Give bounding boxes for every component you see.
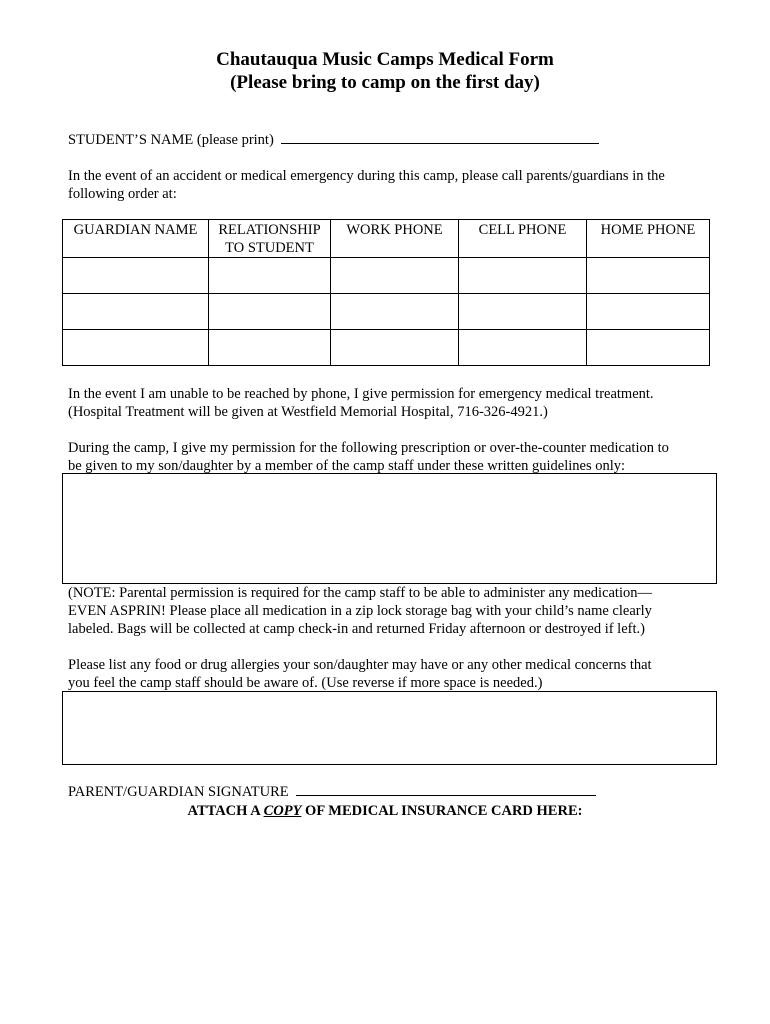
signature-field[interactable]	[296, 782, 596, 796]
student-name-row	[68, 130, 599, 149]
work-phone-cell[interactable]	[331, 330, 459, 366]
form-subtitle: (Please bring to camp on the first day)	[230, 72, 540, 93]
permission-line2: (Hospital Treatment will be given at Westfield Memorial Hospital, 716-326-4921.)	[68, 404, 548, 420]
relationship-cell[interactable]	[209, 258, 331, 294]
work-phone-cell[interactable]	[331, 294, 459, 330]
permission-line1: In the event I am unable to be reached by phone, I give permission for emergency medical treatment.	[68, 386, 654, 402]
work-phone-cell[interactable]	[331, 258, 459, 294]
guardian-name-cell[interactable]	[63, 294, 209, 330]
header-work-phone: WORK PHONE	[331, 220, 459, 258]
guardian-name-cell[interactable]	[63, 330, 209, 366]
emergency-intro-line2: following order at:	[68, 186, 177, 202]
header-relationship-line2: TO STUDENT	[225, 240, 314, 256]
guardian-contact-table	[62, 219, 710, 366]
relationship-cell[interactable]	[209, 330, 331, 366]
header-home-phone: HOME PHONE	[587, 220, 710, 258]
insurance-prefix: ATTACH A	[187, 803, 264, 819]
student-name-label: STUDENT’S NAME (please print)	[68, 132, 274, 148]
header-relationship	[209, 220, 331, 258]
note-line2: EVEN ASPRIN! Please place all medication in a zip lock storage bag with your child’s name clearly	[68, 603, 652, 619]
cell-phone-cell[interactable]	[459, 330, 587, 366]
medication-line2: be given to my son/daughter by a member of the camp staff under these written guidelines only:	[68, 458, 626, 474]
insurance-emphasis: COPY	[263, 803, 302, 819]
home-phone-cell[interactable]	[587, 330, 710, 366]
note-line1: (NOTE: Parental permission is required for the camp staff to be able to administer any medication—	[68, 585, 652, 601]
header-relationship-line1: RELATIONSHIP	[218, 222, 321, 238]
home-phone-cell[interactable]	[587, 294, 710, 330]
medication-line1: During the camp, I give my permission for the following prescription or over-the-counter medication to	[68, 440, 669, 456]
insurance-instruction	[0, 802, 770, 820]
table-row	[63, 330, 710, 366]
table-row	[63, 294, 710, 330]
emergency-intro-line1: In the event of an accident or medical emergency during this camp, please call parents/guardians in the	[68, 168, 665, 184]
home-phone-cell[interactable]	[587, 258, 710, 294]
relationship-cell[interactable]	[209, 294, 331, 330]
medication-box[interactable]	[62, 473, 717, 584]
signature-label: PARENT/GUARDIAN SIGNATURE	[68, 784, 289, 800]
note-line3: labeled. Bags will be collected at camp check-in and returned Friday afternoon or destroyed if left.)	[68, 621, 645, 637]
guardian-name-cell[interactable]	[63, 258, 209, 294]
insurance-suffix: OF MEDICAL INSURANCE CARD HERE:	[301, 803, 583, 819]
allergies-box[interactable]	[62, 691, 717, 765]
table-row	[63, 258, 710, 294]
form-title: Chautauqua Music Camps Medical Form	[216, 49, 554, 70]
signature-row	[68, 782, 596, 801]
allergies-line1: Please list any food or drug allergies your son/daughter may have or any other medical concerns that	[68, 657, 652, 673]
allergies-line2: you feel the camp staff should be aware of. (Use reverse if more space is needed.)	[68, 675, 543, 691]
cell-phone-cell[interactable]	[459, 258, 587, 294]
cell-phone-cell[interactable]	[459, 294, 587, 330]
header-cell-phone: CELL PHONE	[459, 220, 587, 258]
header-guardian-name: GUARDIAN NAME	[63, 220, 209, 258]
student-name-field[interactable]	[281, 130, 599, 144]
table-header-row	[63, 220, 710, 258]
